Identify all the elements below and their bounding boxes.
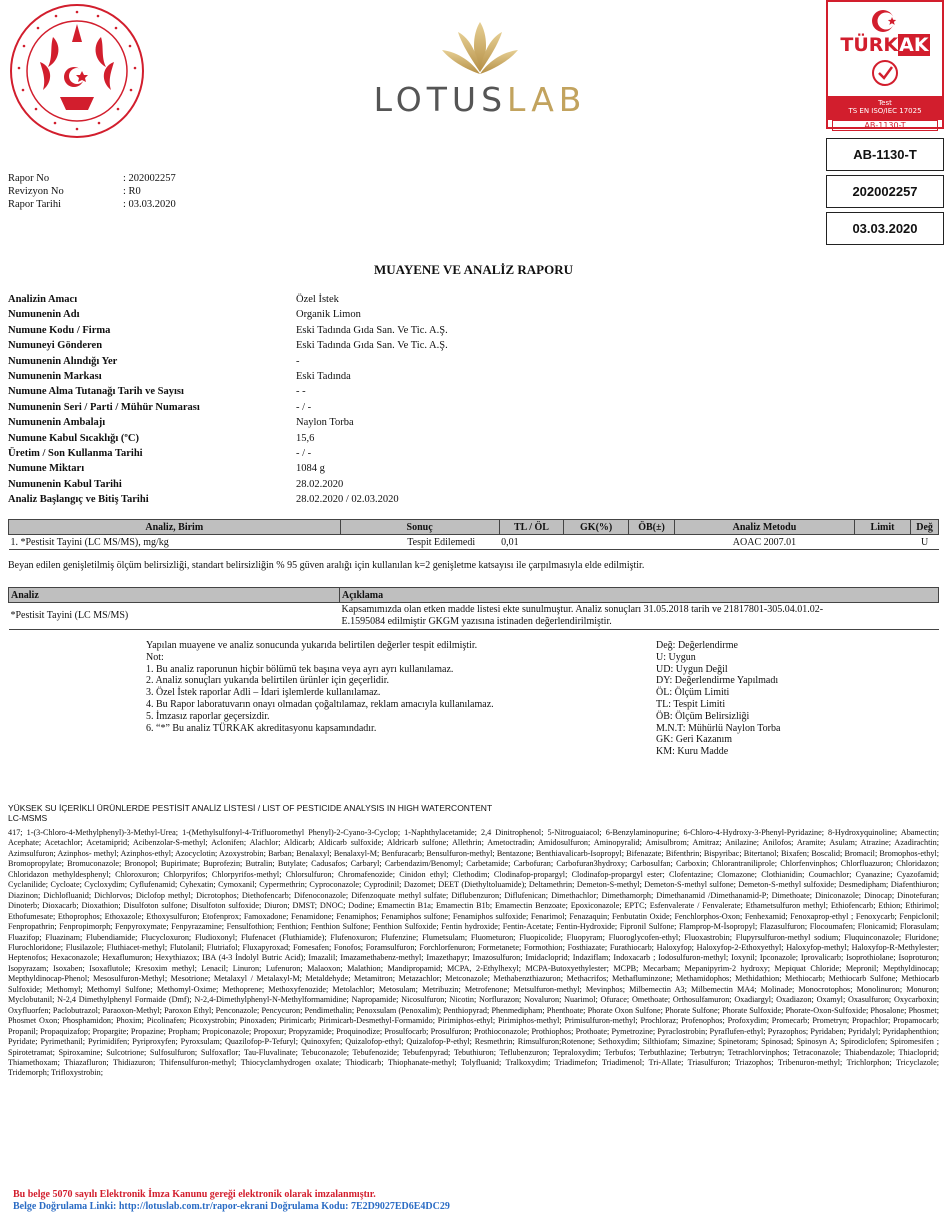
turkak-band [828,96,942,120]
sample-info [8,294,448,509]
column-header: Değ [911,520,939,535]
info-label: Numuneyi Gönderen [8,340,103,352]
column-header: Limit [854,520,910,535]
report-date-box: 03.03.2020 [826,212,944,245]
column-header: Analiz, Birim [9,520,341,535]
lotus-flower-icon [440,20,520,80]
explanation-line: Kapsamımızda olan etken madde listesi ekte sunulmuştur. Analiz sonuçları 31.05.2018 tarih ve 21817801-305.04.01.02- [341,604,824,615]
table-cell: *Pestisit Tayini (LC MS/MS) [9,603,340,630]
brand-lotus: LOTUS [373,80,508,119]
turkak-wordmark [828,34,942,56]
info-label: Numunenin Kabul Tarihi [8,478,122,490]
report-meta [8,172,176,211]
table-cell: AOAC 2007.01 [675,535,855,550]
explanation-table [8,587,939,630]
page-title: MUAYENE VE ANALİZ RAPORU [374,262,573,277]
info-label: Numune Alma Tutanağı Tarih ve Sayısı [8,386,184,398]
explanation-line: E.1595084 edilmiştir GKGM yazısına istinaden değerlendirilmiştir. [341,616,612,627]
info-label: Analiz Başlangıç ve Bitiş Tarihi [8,494,149,506]
info-value: - - [296,386,306,398]
table-cell: Tespit Edilemedi [340,535,499,550]
note-item: 5. İmzasız raporlar geçersizdir. [146,710,270,722]
column-header: Açıklama [340,588,939,603]
info-label: Numune Kodu / Firma [8,324,111,336]
table-cell [564,535,629,550]
turkak-badge [826,0,944,129]
table-row [9,535,939,550]
table-header-row [9,520,939,535]
meta-label: Rapor Tarihi [8,199,62,210]
lotuslab-wordmark [345,80,615,119]
table-cell: U [911,535,939,550]
info-value: Organik Limon [296,309,361,321]
info-value: Eski Tadında Gıda San. Ve Tic. A.Ş. [296,340,448,352]
turkak-word-b: AK [899,34,929,56]
accreditation-box: AB-1130-T [826,138,944,171]
e-signature-notice: Bu belge 5070 sayılı Elektronik İmza Kanunu gereği elektronik olarak imzalanmıştır. [13,1189,376,1200]
info-value: Eski Tadında [296,370,351,382]
turkak-code: AB-1130-T [832,120,938,131]
ministry-seal [8,2,146,140]
table-row [9,603,939,630]
abbreviation-legend [656,640,780,758]
crescent-star-icon [870,8,900,34]
info-label: Numunenin Seri / Parti / Mühür Numarası [8,401,200,413]
legend-item: TL: Tespit Limiti [656,698,726,710]
results-table [8,519,939,550]
info-label: Numunenin Adı [8,309,80,321]
note-item: 4. Bu Rapor laboratuvarın onayı olmadan çoğaltılamaz, reklam amacıyla kullanılamaz. [146,698,494,710]
pesticide-list-title: YÜKSEK SU İÇERİKLİ ÜRÜNLERDE PESTİSİT ANALİZ LİSTESİ / LIST OF PESTICIDE ANALYSIS IN HIGH WATERCONTENT [8,803,493,813]
table-header-row [9,588,939,603]
report-number-box: 202002257 [826,175,944,208]
legend-item: U: Uygun [656,651,696,663]
legend-item: UD: Uygun Değil [656,663,728,675]
info-label: Numunenin Alındığı Yer [8,355,118,367]
legend-item: GK: Geri Kazanım [656,734,733,746]
info-value: 28.02.2020 / 02.03.2020 [296,494,399,506]
meta-label: Rapor No [8,173,50,184]
info-value: 28.02.2020 [296,478,344,490]
lotuslab-logo [345,20,615,120]
note-item: 2. Analiz sonuçları yukarıda belirtilen ürünler için geçerlidir. [146,675,389,687]
pesticide-list-method: LC-MSMS [8,813,48,823]
turkak-band-line1: Test [878,99,892,107]
pesticide-list-header [8,803,492,823]
column-header: TL / ÖL [499,520,564,535]
info-label: Numunenin Markası [8,370,102,382]
legend-item: ÖB: Ölçüm Belirsizliği [656,710,750,722]
meta-value: : R0 [123,186,141,197]
column-header: GK(%) [564,520,629,535]
note-item: 6. “*” Bu analiz TÜRKAK akreditasyonu kapsamındadır. [146,722,377,734]
info-label: Numunenin Ambalajı [8,417,106,429]
column-header: Sonuç [340,520,499,535]
meta-value: : 03.03.2020 [123,199,176,210]
legend-item: M.N.T: Mühürlü Naylon Torba [656,722,781,734]
table-cell [628,535,674,550]
notes [146,640,494,734]
info-label: Üretim / Son Kullanma Tarihi [8,447,143,459]
notes-intro: Yapılan muayene ve analiz sonucunda yukarıda belirtilen değerler tespit edilmiştir. [146,640,478,651]
turkak-band-line2: TS EN ISO/IEC 17025 [848,107,922,115]
table-cell [340,603,939,630]
column-header: Analiz [9,588,340,603]
brand-lab: LAB [507,80,587,119]
info-value: Özel İstek [296,294,339,305]
info-label: Numune Kabul Sıcaklığı (ºC) [8,432,139,444]
legend-item: DY: Değerlendirme Yapılmadı [656,675,779,687]
table-cell [854,535,910,550]
info-value: Naylon Torba [296,417,354,429]
info-value: - / - [296,401,312,413]
legend-item: KM: Kuru Madde [656,746,729,758]
column-header: ÖB(±) [628,520,674,535]
pesticide-list: 417; 1-(3-Chloro-4-Methylphenyl)-3-Methyl-Urea; 1-(Methylsulfonyl-4-Trifluoromethyl Phenyl)-2-Cyano-3-Cyclop; 1-Naphthylacetamide; 2,4 Dinitrophenol; 5-Nitroguaiacol; 6-Benzylaminopurine; 6-Chloro-4-Hydroxy-3-Phenyl-Pyridazine; 8-Hydroxyquinoline; Abamectin; Acephate; Acetachlor; Acetamiprid; Acibenzolar-S-methyl; Aclonifen; Alachlor; Aldicarb; Aldicarb sulfoxide; Aldricarb sulfone; Allethrin; Ametoctradin; Amidosulfuron; Aminopyralid; Amisulbrom; Amitraz; Anilazine; Anilofos; Aramite; Asulam; Atrazine; Azadirachtin; Azimsulfuron; Azinphos- methyl; Azinphos-ethyl; Azocyclotin; Azoxystrobin; Barban; Benalaxyl; Benalaxyl-M; Benfuracarb; Bensulfuron-methyl; Bentazone; Benthiavalicarb-Isopropyl; Bifenazate; Bifenthrin; Bispyribac; Bitertanol; Bixafen; Boscalid; Bromacil; Bromophos-ethyl; Bromopropylate; Bromuconazole; Bronopol; Bupirimate; Buprofezin; Butralin; Butylate; Cadusafos; Carbaryl; Carbendazim/Benomyl; Carbetamide; Carbofuran; Carbofuran3hydroxy; Carbosulfan; Carboxin; Chlorantraniliprole; Chlorfenvinphos; Chlorfluazuron; Chloridazon; Chloridazon methyldesphenyl; Chloroxuron; Chlorpyrifos; Chlorpyrifos-methyl; Chlorsulfuron; Chromafenozide; Cinidon ethyl; Clethodim; Clodinafop-propargyl; Clodinafop-propargyl ester; Clofentazine; Clomazone; Clothianidin; Coumachlor; Cyanazine; Cyazofamid; Cyclanilide; Cycloate; Cycloxydim; Cyflufenamid; Cyhexatin; Cymoxanil; Cypermethrin; Cyproconazole; Cyprodinil; Dazomet; DEET (Diethyltoluamide); Deltamethrin; Demeton-S-methyl; Demeton-S-methyl sulfone; Demeton-S-methyl sulfoxide; Desmedipham; Diafenthiuron; Diazinon; Dichlofluanid; Dichlorvos; Diclofop methyl; Dicrotophos; Diethofencarb; Difenoconazole; Difenzoquate methyl sulfate; Diflubenzuron; Diflufenican; Dimethachlor; Dimethamorph; Dimethanamid /Dimethanamid-P; Dimethoate; Diniconazole; Dinocap; Dinotefuran; Dinoterb; Dioxacarb; Dioxathion; Disulfoton sulfone; Disulfoton sulfoxide; Diuron; DMST; DNOC; Dodine; Emamectin B1a; Emamectin B1b; Emamectin Benzoate; Epoxiconazole; EPTC; Esfenvalerate / Fenvalerate; Ethametsulfuron methyl; Ethiofencarb; Ethion; Ethirimol; Ethofumesate; Ethoprophos; Ethoxazole; Ethoxysulfuron; Etofenprox; Famoxadone; Fenamidone; Fenamiphos; Fenamiphos sulfone; Fenamiphos sulfoxide; Fenarimol; Fenazaquin; Fenbutatin Oxide; Fenchlorphos-Oxon; Fenhexamid; Fenoxaprop-ethyl ; Fenoxycarb; Fenpiclonil; Fenpropathrin; Fenpropimorph; Fenpyroxymate; Fenpyrazamine; Fensulfothion; Fenthion; Fenthion Sulfone; Fenthion Sulfoxide; Fentin hydroxide; Fentin-Acetate; Fentin-Hydroxide; Fipronil Sulfone; Flamprop-M-İsopropyl; Flazasulfuron; Flocoumafen; Flonicamid; Florasulam; Fluazifop; Fluazinam; Flubendiamide; Flucycloxuron; Fludioxonyl; Flufenacet (Fluthiamide); Flufenoxuron; Flufenzine; Flumetsulam; Fluometuron; Fluopicolide; Fluopyram; Fluoroglycofen-ethyl; Fluoxastrobin; Flupyrsulfuron-methyl sodium; Fluquinconazole; Fluridone; Flurochloridone; Flusilazole; Fluthiacet-methyl; Flutolanil; Flutriafol; Fluxapyroxad; Fomesafen; Fonofos; Foramsulfuron; Forchlorfenuron; Formetanete; Formothion; Fosthiazate; Furathiocarb; Haloxyfop; Haloxyfop-2-Ethoxyethyl; Haloxyfop-methyl; Haloxyfop-R-Methylester; Heptenofos; Hexaconazole; Hexaflumuron; Hexythiazox; IBA (4-3 İndolyl Butric Acid); Imazalil; Imazamethabenz-methyl; Imazethapyr; Imazosulfuron; Imidacloprid; Indaziflam; Indoxacarb ; Iodosulfuron-methyl; Ioxynil; Ipconazole; Iprovalicarb; Isoprothiolane; Isoproturon; Isopyrazam; Isoxaben; Isoxaflutole; Kresoxim methyl; Lenacil; Linuron; Lufenuron; Malaoxon; Malathion; Mandipropamid; MCPA, 2-Ethylhexyl; MCPA-Butoxyethylester; MCPB; Mecarbam; Mepanipyrim-2 hydroxy; Mepiquat Chloride; Mepronil; Mepthyldinocap; Mepthyldinocap-Phenol; Mesosulfuron-Methyl; Mesotrione; Metalaxyl / Metalaxyl-M; Metaldehyde; Metamitron; Metazachlor; Metconazole; Methabenzthiazuron; Methacrifos; Methafluminzone; Methamidophos; Methidathion; Methiocarb; Methiocarb Sulfone; Methiocarb Sulfoxide; Methomyl; Methomyl Sulfone; Methomyl-Oxime; Methoprene; Methoxyfenozide; Metolachlor; Metosulam; Metribuzin; Metrofenone; Metsulfuron-methyl; Mevinphos; Milbemectin A3; Milbemectin MA4; Molinade; Monocrotophos; Monolinuron; Monuron; Myclobutanil; N-2,4 Dimethylphenyl Formaide (Dmf); N-2,4-Dimethylphenyl-N-Methylformamidine; Napropamide; Nicosulfuron; Nicotin; Norflurazon; Novaluron; Nuarimol; Ofurace; Omethoate; Orthosulfamuron; Oxadiargyl; Oxadiazon; Oxamyl; Oxasulfuron; Oxycarboxin; Oxyfluorfen; Paclobutrazol; Paraoxon-Methyl; Paroxon Ethyl; Penconazole; Pencycuron; Pendimethalin; Penoxsulam (Penoxalim); Penthiopyrad; Phenmedipham; Phenthoate; Phorate Oxon Sulfone; Phorate Sulfone; Phorate Sulfoxide; Phorate-Oxon-Sulfoxide; Phosalone; Phosmet; Phosmet Oxon; Phosphamidon; Phoxim; Picolinafen; Picoxystrobin; Pinoxaden; Pirimicarb; Pirimicarb-Desmethyl-Formamido; Pirimiphos-ethyl; Pirimiphos-methyl; Primisulfuron-methyl; Prochloraz; Profenophos; Profoxydim; Promecarb; Prometryn; Propachlor; Propamocarb; Propanil; Propaquizafop; Propargite; Propazine; Propham; Propiconazole; Propoxur; Propyzamide; Proquinodize; Prosulfocarb; Prosulfuron; Prothioconazole; Prothiophos; Prothoate; Pymetrozine; Pyraclostrobin; Pyraflufen-ethyl; Pyrazophos; Pyridaben; Pyridalyl; Pyridaphenthion; Pyridate; Pyrimethanil; Pyrimidifen; Pyriproxyfen; Pyroxsulam; Quazilofop-P-Tefuryl; Quinoxyfen; Quizalofop-ethyl; Quizalofop-P-ethyl; Resmethrin; Rimsulfuron;Rotenone; Sethoxydim; Silthiofam; Simazine; Spinetoram; Spinosad; Spinosyn A; Spirodiclofen; Spiromesifen ; Spirotetramat; Spiroxamine; Sulcotrione; Sulfosulfuron; Sulfoxaflor; Tau-Fluvalinate; Tebuconazole; Tebufenozide; Tebufenpyrad; Tebuthiuron; Teflubenzuron; Tepraloxydim; Terbufos; Terbuthlazine; Terbutryn; Tetrachlorvinphos; Tetraconazole; Thiabendazole; Thiacloprid; Thiamethoxam; Thiazafluron; Thidiazuron; Thifensulfuron-methyl; Thiocyclamhydrogen oxalate; Thiodicarb; Thiophanate-methyl; Tolyfluanid; Tralkoxydim; Triadimefon; Triadimenol; Tri-Allate; Triasulfuron; Triazophos; Tribenuron-methyl; Trichlorphon; Tricyclazole; Tridemorph; Trifloxystrobin; [8,828,939,1078]
column-header: Analiz Metodu [675,520,855,535]
checkmark-icon [871,59,899,87]
notes-heading: Not: [146,651,164,663]
uncertainty-statement: Beyan edilen genişletilmiş ölçüm belirsizliği, standart belirsizliğin % 95 güven aralığı için kullanılan k=2 genişletme katsayısı ile çarpılmasıyla elde edilmiştir. [8,560,645,571]
info-value: 15,6 [296,432,315,444]
verification-link[interactable]: Belge Doğrulama Linki: http://lotuslab.com.tr/rapor-ekrani Doğrulama Kodu: 7E2D9027ED6E4DC29 [13,1201,450,1212]
note-item: 1. Bu analiz raporunun hiçbir bölümü tek başına veya ayrı ayrı kullanılamaz. [146,663,454,675]
info-label: Numune Miktarı [8,463,85,475]
table-cell: 0,01 [499,535,564,550]
legend-item: ÖL: Ölçüm Limiti [656,687,730,699]
legend-item: Değ: Değerlendirme [656,640,738,651]
meta-label: Revizyon No [8,186,64,197]
info-value: - [296,355,300,367]
table-cell: 1. *Pestisit Tayini (LC MS/MS), mg/kg [9,535,341,550]
info-value: - / - [296,447,312,459]
note-item: 3. Özel İstek raporlar Adli – İdari işlemlerde kullanılamaz. [146,687,381,699]
turkak-word-a: TÜRK [840,34,899,56]
info-value: Eski Tadında Gıda San. Ve Tic. A.Ş. [296,324,448,336]
meta-value: : 202002257 [123,173,176,184]
info-value: 1084 g [296,463,325,475]
info-label: Analizin Amacı [8,294,78,305]
